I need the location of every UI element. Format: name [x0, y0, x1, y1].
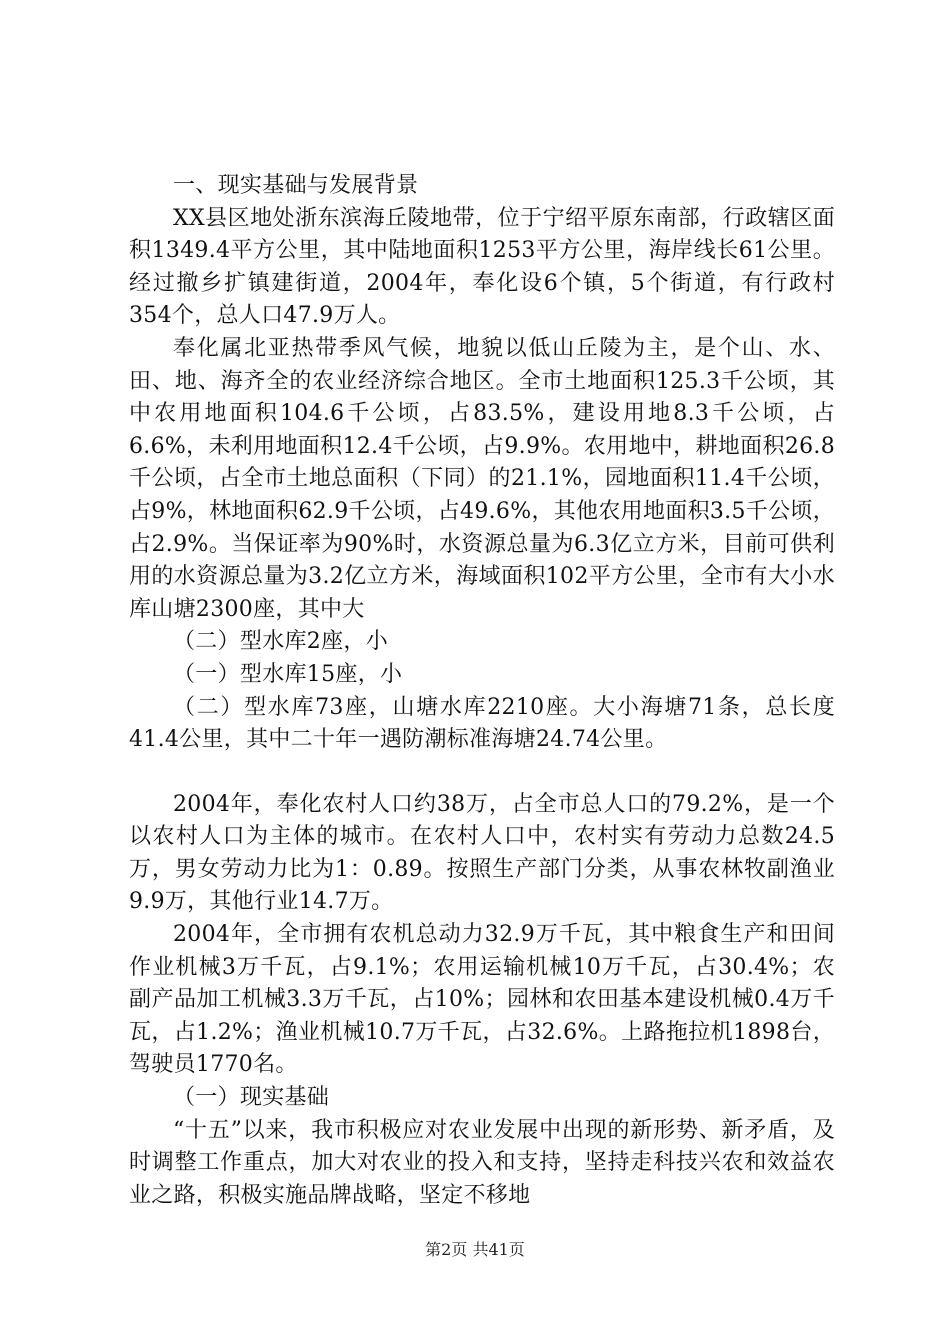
paragraph-reservoir-2: （二）型水库2座，小 — [173, 629, 388, 655]
paragraph-population: 2004年，奉化农村人口约38万，占全市总人口的79.2%，是一个以农村人口为主体的城市。在农村人口中，农村实有劳动力总数24.5万，男女劳动力比为1：0.89。按照生产部门分类，从事农林牧副渔业9.9万，其他行业14.7万。 — [129, 791, 835, 915]
document-body — [129, 170, 835, 1212]
paragraph-reservoir-1: （一）型水库15座，小 — [173, 661, 403, 687]
paragraph-reservoir-seawall: （二）型水库73座，山塘水库2210座。大小海塘71条，总长度41.4公里，其中二十年一遇防潮标准海塘24.74公里。 — [129, 694, 835, 753]
section-heading: 一、现实基础与发展背景 — [173, 173, 419, 198]
page-footer: 第2页 共41页 — [425, 1240, 525, 1259]
paragraph-tenth-five-year: “十五”以来，我市积极应对农业发展中出现的新形势、新矛盾，及时调整工作重点，加大对农业的投入和支持，坚持走科技兴农和效益农业之路，积极实施品牌战略，坚定不移地 — [129, 1117, 835, 1208]
paragraph-location: XX县区地处浙东滨海丘陵地带，位于宁绍平原东南部，行政辖区面积1349.4平方公里，其中陆地面积1253平方公里，海岸线长61公里。经过撤乡扩镇建街道，2004年，奉化设6个镇，5个街道，有行政村354个，总人口47.9万人。 — [129, 205, 835, 329]
subsection-heading: （一）现实基础 — [173, 1085, 330, 1111]
paragraph-machinery: 2004年，全市拥有农机总动力32.9万千瓦，其中粮食生产和田间作业机械3万千瓦，占9.1%；农用运输机械10万千瓦，占30.4%；农副产品加工机械3.3万千瓦，占10%；园林和农田基本建设机械0.4万千瓦，占1.2%；渔业机械10.7万千瓦，占32.6%。上路拖拉机1898台，驾驶员1770名。 — [129, 922, 835, 1078]
paragraph-gap — [129, 757, 835, 789]
paragraph-climate-land: 奉化属北亚热带季风气候，地貌以低山丘陵为主，是个山、水、田、地、海齐全的农业经济综合地区。全市土地面积125.3千公顷，其中农用地面积104.6千公顷，占83.5%，建设用地8.3千公顷，占6.6%，未利用地面积12.4千公顷，占9.9%。农用地中，耕地面积26.8千公顷，占全市土地总面积（下同）的21.1%，园地面积11.4千公顷，占9%，林地面积62.9千公顷，占49.6%，其他农用地面积3.5千公顷，占2.9%。当保证率为90%时，水资源总量为6.3亿立方米，目前可供利用的水资源总量为3.2亿立方米，海域面积102平方公里，全市有大小水库山塘2300座，其中大 — [129, 335, 835, 622]
